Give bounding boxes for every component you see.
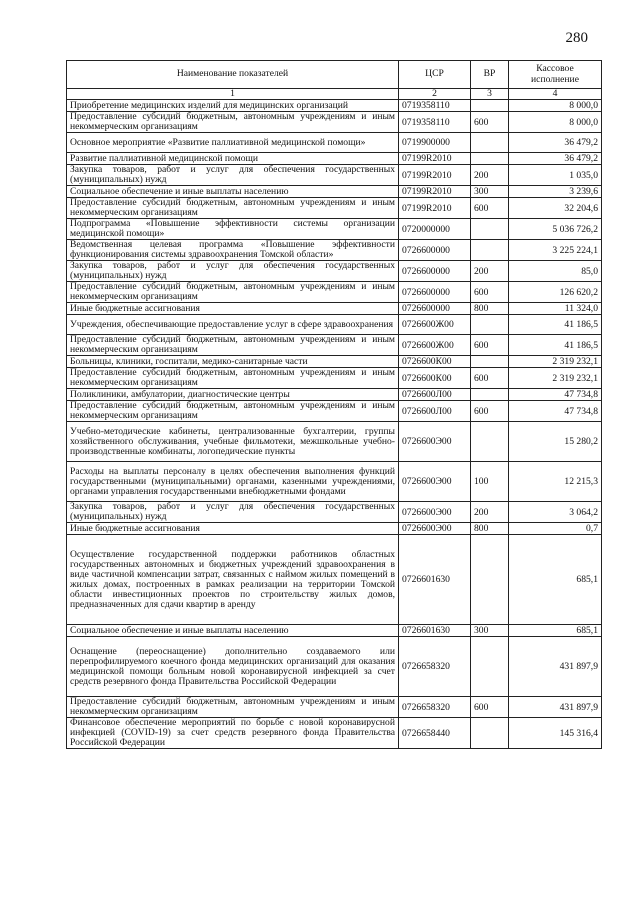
csr-code-cell: 0726600Э00 — [399, 523, 471, 535]
table-row — [67, 153, 602, 165]
column-number: 2 — [399, 89, 471, 100]
cash-execution-cell: 2 319 232,1 — [509, 368, 602, 389]
cash-execution-cell: 12 215,3 — [509, 462, 602, 502]
table-body — [67, 100, 602, 749]
indicator-name-cell: Закупка товаров, работ и услуг для обеспечения государственных (муниципальных) нужд — [67, 502, 399, 523]
vr-code-cell: 100 — [471, 462, 509, 502]
csr-code-cell: 0726600000 — [399, 240, 471, 261]
cash-execution-cell: 431 897,9 — [509, 697, 602, 718]
vr-code-cell: 200 — [471, 165, 509, 186]
table-row — [67, 389, 602, 401]
csr-code-cell: 07199R2010 — [399, 153, 471, 165]
indicator-name-cell: Предоставление субсидий бюджетным, автономным учреждениям и иным некоммерческим организациям — [67, 198, 399, 219]
cash-execution-cell: 85,0 — [509, 261, 602, 282]
indicator-name-cell: Финансовое обеспечение мероприятий по борьбе с новой коронавирусной инфекцией (COVID-19) за счет средств резервного фонда Правительства Российской Федерации — [67, 718, 399, 749]
table-row — [67, 625, 602, 637]
vr-code-cell: 200 — [471, 261, 509, 282]
table-row — [67, 401, 602, 422]
vr-code-cell — [471, 133, 509, 153]
budget-execution-table — [66, 60, 602, 749]
indicator-name-cell: Предоставление субсидий бюджетным, автономным учреждениям и иным некоммерческим организациям — [67, 282, 399, 303]
csr-code-cell: 0726658440 — [399, 718, 471, 749]
csr-code-cell: 0726600Э00 — [399, 422, 471, 462]
cash-execution-cell: 11 324,0 — [509, 303, 602, 315]
table-row — [67, 315, 602, 335]
vr-code-cell — [471, 389, 509, 401]
csr-code-cell: 0726600Л00 — [399, 389, 471, 401]
table-row — [67, 502, 602, 523]
indicator-name-cell: Развитие паллиативной медицинской помощи — [67, 153, 399, 165]
cash-execution-cell: 1 035,0 — [509, 165, 602, 186]
vr-code-cell — [471, 153, 509, 165]
indicator-name-cell: Больницы, клиники, госпитали, медико-санитарные части — [67, 356, 399, 368]
cash-execution-cell: 3 239,6 — [509, 186, 602, 198]
header-vr: ВР — [471, 61, 509, 89]
indicator-name-cell: Предоставление субсидий бюджетным, автономным учреждениям и иным некоммерческим организациям — [67, 335, 399, 356]
csr-code-cell: 0726658320 — [399, 697, 471, 718]
indicator-name-cell: Подпрограмма «Повышение эффективности системы организации медицинской помощи» — [67, 219, 399, 240]
csr-code-cell: 0726601630 — [399, 625, 471, 637]
table-row — [67, 422, 602, 462]
csr-code-cell: 0726600Л00 — [399, 401, 471, 422]
table-row — [67, 368, 602, 389]
csr-code-cell: 0719358110 — [399, 100, 471, 112]
vr-code-cell — [471, 637, 509, 697]
csr-code-cell: 0726600К00 — [399, 356, 471, 368]
cash-execution-cell: 3 225 224,1 — [509, 240, 602, 261]
cash-execution-cell: 41 186,5 — [509, 315, 602, 335]
csr-code-cell: 0720000000 — [399, 219, 471, 240]
vr-code-cell — [471, 356, 509, 368]
csr-code-cell: 0726601630 — [399, 535, 471, 625]
cash-execution-cell: 41 186,5 — [509, 335, 602, 356]
vr-code-cell: 600 — [471, 697, 509, 718]
cash-execution-cell: 15 280,2 — [509, 422, 602, 462]
table-row — [67, 282, 602, 303]
table-row — [67, 186, 602, 198]
table-row — [67, 240, 602, 261]
indicator-name-cell: Иные бюджетные ассигнования — [67, 303, 399, 315]
vr-code-cell — [471, 535, 509, 625]
csr-code-cell: 07199R2010 — [399, 165, 471, 186]
indicator-name-cell: Приобретение медицинских изделий для медицинских организаций — [67, 100, 399, 112]
vr-code-cell — [471, 219, 509, 240]
cash-execution-cell: 36 479,2 — [509, 133, 602, 153]
table-row — [67, 335, 602, 356]
column-number: 4 — [509, 89, 602, 100]
cash-execution-cell: 8 000,0 — [509, 112, 602, 133]
csr-code-cell: 0726600К00 — [399, 368, 471, 389]
cash-execution-cell: 0,7 — [509, 523, 602, 535]
csr-code-cell: 07199R2010 — [399, 198, 471, 219]
vr-code-cell: 600 — [471, 282, 509, 303]
csr-code-cell: 0726600Ж00 — [399, 315, 471, 335]
indicator-name-cell: Социальное обеспечение и иные выплаты населению — [67, 625, 399, 637]
table-row — [67, 462, 602, 502]
indicator-name-cell: Ведомственная целевая программа «Повышение эффективности функционирования системы здравоохранения Томской области» — [67, 240, 399, 261]
csr-code-cell: 0726600000 — [399, 261, 471, 282]
page-number: 280 — [565, 30, 588, 46]
indicator-name-cell: Основное мероприятие «Развитие паллиативной медицинской помощи» — [67, 133, 399, 153]
cash-execution-cell: 5 036 726,2 — [509, 219, 602, 240]
vr-code-cell: 800 — [471, 523, 509, 535]
cash-execution-cell: 8 000,0 — [509, 100, 602, 112]
cash-execution-cell: 2 319 232,1 — [509, 356, 602, 368]
csr-code-cell: 0726600Э00 — [399, 502, 471, 523]
table-row — [67, 133, 602, 153]
indicator-name-cell: Предоставление субсидий бюджетным, автономным учреждениям и иным некоммерческим организациям — [67, 697, 399, 718]
vr-code-cell: 600 — [471, 198, 509, 219]
table-header-row — [67, 61, 602, 89]
csr-code-cell: 0726600000 — [399, 303, 471, 315]
table-row — [67, 637, 602, 697]
indicator-name-cell: Оснащение (переоснащение) дополнительно создаваемого или перепрофилируемого коечного фонда медицинских организаций для оказания медицинской помощи больным новой коронавирусной инфекцией за счет средств резервного фонда Правительства Российской Федерации — [67, 637, 399, 697]
cash-execution-cell: 32 204,6 — [509, 198, 602, 219]
column-number-row — [67, 89, 602, 100]
csr-code-cell: 0726600Ж00 — [399, 335, 471, 356]
table-row — [67, 198, 602, 219]
table-row — [67, 219, 602, 240]
vr-code-cell: 800 — [471, 303, 509, 315]
table-row — [67, 303, 602, 315]
column-number: 3 — [471, 89, 509, 100]
vr-code-cell: 600 — [471, 401, 509, 422]
column-number: 1 — [67, 89, 399, 100]
vr-code-cell — [471, 315, 509, 335]
indicator-name-cell: Осуществление государственной поддержки работников областных государственных автономных и бюджетных учреждений здравоохранения в виде частичной компенсации затрат, связанных с наймом жилых помещений в жилых домах, построенных в рамках реализации на территории Томской области инвестиционных проектов по строительству жилых домов, предназначенных для сдачи квартир в аренду — [67, 535, 399, 625]
cash-execution-cell: 685,1 — [509, 535, 602, 625]
vr-code-cell: 300 — [471, 625, 509, 637]
vr-code-cell: 200 — [471, 502, 509, 523]
cash-execution-cell: 145 316,4 — [509, 718, 602, 749]
vr-code-cell: 600 — [471, 368, 509, 389]
indicator-name-cell: Учебно-методические кабинеты, централизованные бухгалтерии, группы хозяйственного обслуживания, учебные фильмотеки, межшкольные учебно-производственные комбинаты, логопедические пункты — [67, 422, 399, 462]
cash-execution-cell: 47 734,8 — [509, 401, 602, 422]
header-cash-execution: Кассовое исполнение — [509, 61, 602, 89]
indicator-name-cell: Расходы на выплаты персоналу в целях обеспечения выполнения функций государственными (муниципальными) органами, казенными учреждениями, органами управления государственными внебюджетными фондами — [67, 462, 399, 502]
vr-code-cell: 300 — [471, 186, 509, 198]
table-row — [67, 523, 602, 535]
csr-code-cell: 07199R2010 — [399, 186, 471, 198]
table-row — [67, 261, 602, 282]
csr-code-cell: 0719358110 — [399, 112, 471, 133]
indicator-name-cell: Предоставление субсидий бюджетным, автономным учреждениям и иным некоммерческим организациям — [67, 368, 399, 389]
indicator-name-cell: Предоставление субсидий бюджетным, автономным учреждениям и иным некоммерческим организациям — [67, 401, 399, 422]
header-indicator-name: Наименование показателей — [67, 61, 399, 89]
cash-execution-cell: 685,1 — [509, 625, 602, 637]
indicator-name-cell: Закупка товаров, работ и услуг для обеспечения государственных (муниципальных) нужд — [67, 165, 399, 186]
indicator-name-cell: Учреждения, обеспечивающие предоставление услуг в сфере здравоохранения — [67, 315, 399, 335]
indicator-name-cell: Поликлиники, амбулатории, диагностические центры — [67, 389, 399, 401]
vr-code-cell — [471, 422, 509, 462]
table-row — [67, 165, 602, 186]
vr-code-cell: 600 — [471, 335, 509, 356]
table-row — [67, 697, 602, 718]
csr-code-cell: 0719900000 — [399, 133, 471, 153]
csr-code-cell: 0726658320 — [399, 637, 471, 697]
vr-code-cell — [471, 100, 509, 112]
indicator-name-cell: Иные бюджетные ассигнования — [67, 523, 399, 535]
cash-execution-cell: 3 064,2 — [509, 502, 602, 523]
indicator-name-cell: Предоставление субсидий бюджетным, автономным учреждениям и иным некоммерческим организациям — [67, 112, 399, 133]
table-row — [67, 356, 602, 368]
csr-code-cell: 0726600Э00 — [399, 462, 471, 502]
vr-code-cell: 600 — [471, 112, 509, 133]
cash-execution-cell: 431 897,9 — [509, 637, 602, 697]
cash-execution-cell: 36 479,2 — [509, 153, 602, 165]
table-row — [67, 535, 602, 625]
cash-execution-cell: 126 620,2 — [509, 282, 602, 303]
indicator-name-cell: Закупка товаров, работ и услуг для обеспечения государственных (муниципальных) нужд — [67, 261, 399, 282]
vr-code-cell — [471, 240, 509, 261]
csr-code-cell: 0726600000 — [399, 282, 471, 303]
table-row — [67, 100, 602, 112]
vr-code-cell — [471, 718, 509, 749]
cash-execution-cell: 47 734,8 — [509, 389, 602, 401]
table-row — [67, 718, 602, 749]
indicator-name-cell: Социальное обеспечение и иные выплаты населению — [67, 186, 399, 198]
header-csr: ЦСР — [399, 61, 471, 89]
table-row — [67, 112, 602, 133]
